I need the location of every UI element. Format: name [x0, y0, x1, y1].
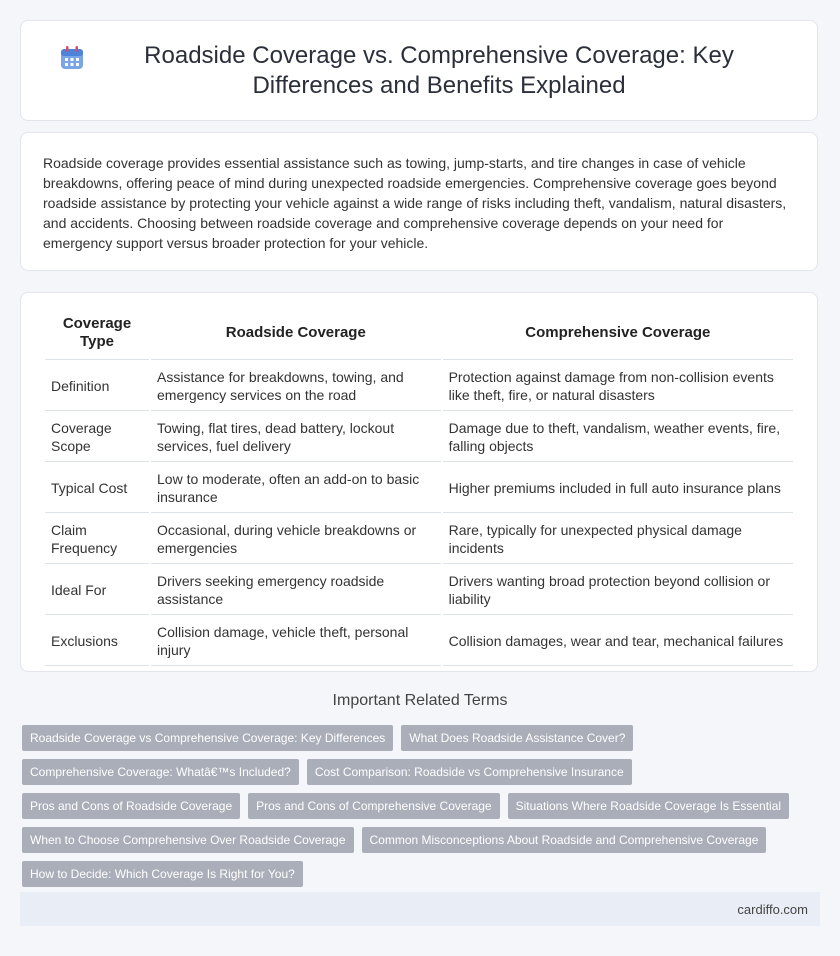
table-row [45, 617, 793, 666]
table-header-row [45, 309, 793, 360]
table-row-header: Typical Cost [45, 464, 149, 513]
table-header-cell: Coverage Type [45, 309, 149, 360]
related-term-tag[interactable]: Pros and Cons of Comprehensive Coverage [248, 793, 499, 819]
table-row [45, 566, 793, 615]
page-title: Roadside Coverage vs. Comprehensive Coverage: Key Differences and Benefits Explained [144, 41, 734, 99]
related-term-tag[interactable]: What Does Roadside Assistance Cover? [401, 725, 633, 751]
table-row-header: Ideal For [45, 566, 149, 615]
footer-site-link[interactable]: cardiffo.com [737, 901, 808, 917]
table-cell: Drivers wanting broad protection beyond collision or liability [443, 566, 793, 615]
table-cell: Collision damage, vehicle theft, personal injury [151, 617, 441, 666]
table-row-header: Definition [45, 362, 149, 411]
related-term-tag[interactable]: How to Decide: Which Coverage Is Right for You? [22, 861, 303, 887]
table-row-header: Exclusions [45, 617, 149, 666]
table-row [45, 413, 793, 462]
header-card [20, 20, 818, 121]
table-cell: Higher premiums included in full auto insurance plans [443, 464, 793, 513]
intro-card [20, 132, 818, 271]
table-cell: Assistance for breakdowns, towing, and emergency services on the road [151, 362, 441, 411]
related-term-tag[interactable]: Pros and Cons of Roadside Coverage [22, 793, 240, 819]
table-cell: Drivers seeking emergency roadside assistance [151, 566, 441, 615]
related-terms-list [22, 725, 812, 887]
related-term-tag[interactable]: Situations Where Roadside Coverage Is Essential [508, 793, 789, 819]
table-cell: Damage due to theft, vandalism, weather events, fire, falling objects [443, 413, 793, 462]
related-terms-title: Important Related Terms [332, 692, 508, 709]
comparison-table [43, 307, 795, 668]
table-cell: Collision damages, wear and tear, mechanical failures [443, 617, 793, 666]
table-header-cell: Roadside Coverage [151, 309, 441, 360]
intro-text: Roadside coverage provides essential assistance such as towing, jump-starts, and tire changes in case of vehicle breakdowns, offering peace of mind during unexpected roadside emergencies. Comprehensive coverage goes beyond roadside assistance by protecting your vehicle against a wide range of risks including theft, vandalism, natural disasters, and accidents. Choosing between roadside coverage and comprehensive coverage depends on your need for emergency support versus broader protection for your vehicle. [43, 155, 787, 251]
table-row [45, 515, 793, 564]
table-cell: Towing, flat tires, dead battery, lockout services, fuel delivery [151, 413, 441, 462]
table-row [45, 464, 793, 513]
related-term-tag[interactable]: Common Misconceptions About Roadside and Comprehensive Coverage [362, 827, 767, 853]
comparison-table-card [20, 292, 818, 672]
related-term-tag[interactable]: Comprehensive Coverage: Whatâ€™s Included? [22, 759, 299, 785]
calendar-icon [59, 45, 85, 76]
table-cell: Occasional, during vehicle breakdowns or emergencies [151, 515, 441, 564]
table-cell: Rare, typically for unexpected physical damage incidents [443, 515, 793, 564]
footer [20, 892, 820, 926]
table-row [45, 362, 793, 411]
table-cell: Low to moderate, often an add-on to basic insurance [151, 464, 441, 513]
related-term-tag[interactable]: When to Choose Comprehensive Over Roadside Coverage [22, 827, 354, 853]
table-cell: Protection against damage from non-collision events like theft, fire, or natural disasters [443, 362, 793, 411]
table-row-header: Claim Frequency [45, 515, 149, 564]
related-term-tag[interactable]: Roadside Coverage vs Comprehensive Coverage: Key Differences [22, 725, 393, 751]
table-header-cell: Comprehensive Coverage [443, 309, 793, 360]
table-row-header: Coverage Scope [45, 413, 149, 462]
related-term-tag[interactable]: Cost Comparison: Roadside vs Comprehensive Insurance [307, 759, 632, 785]
